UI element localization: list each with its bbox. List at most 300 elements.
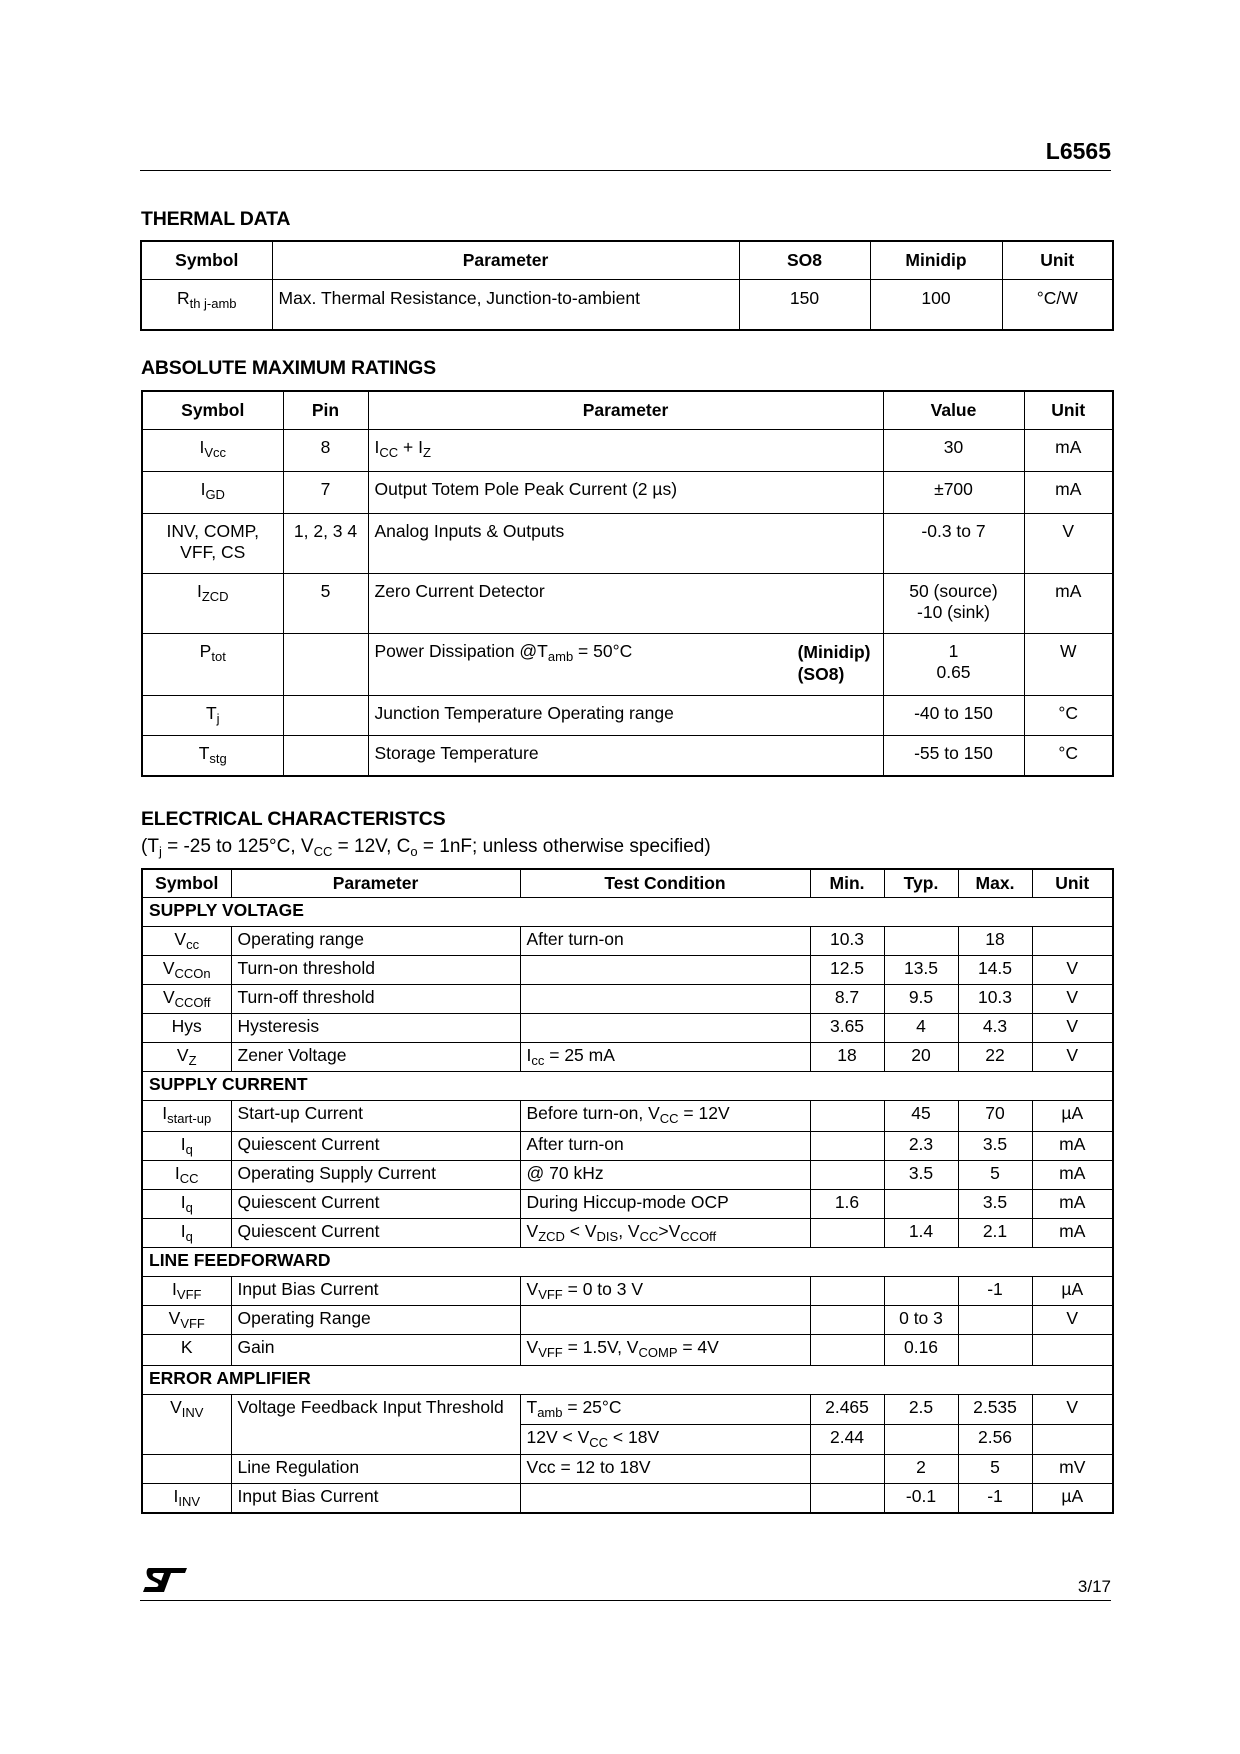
parameter-cell: Junction Temperature Operating range <box>368 696 883 736</box>
parameter-cell <box>368 634 883 696</box>
table-row <box>142 514 1113 574</box>
unit-cell: µA <box>1032 1484 1113 1514</box>
symbol-cell <box>142 1455 231 1484</box>
unit-cell: mA <box>1032 1161 1113 1190</box>
min-cell: 18 <box>810 1043 884 1072</box>
symbol-main: V <box>162 987 175 1007</box>
max-cell: 10.3 <box>958 985 1032 1014</box>
min-cell <box>810 1484 884 1514</box>
unit-cell: mA <box>1024 574 1113 634</box>
symbol-cell <box>142 956 231 985</box>
table-row <box>142 1132 1113 1161</box>
pin-cell <box>283 696 368 736</box>
column-header: Unit <box>1024 391 1113 430</box>
symbol-sub: VFF <box>180 1316 205 1331</box>
package-labels <box>798 641 871 685</box>
condition-cell <box>520 1484 810 1514</box>
typ-cell: 2 <box>884 1455 958 1484</box>
symbol-cell <box>142 736 283 776</box>
cond-text: = 4V <box>677 1337 719 1357</box>
parameter-cell: Input Bias Current <box>231 1277 520 1306</box>
symbol-cell <box>142 696 283 736</box>
group-row <box>142 1248 1113 1277</box>
table-row <box>142 927 1113 956</box>
symbol-cell <box>142 634 283 696</box>
max-cell: 3.5 <box>958 1190 1032 1219</box>
cond-text: = 1nF; unless otherwise specified) <box>417 836 711 857</box>
symbol-main: I <box>180 1192 186 1212</box>
column-header: SO8 <box>739 241 870 280</box>
table-row <box>142 574 1113 634</box>
condition-cell <box>520 985 810 1014</box>
table-row <box>142 430 1113 472</box>
condition-cell: Vcc = 12 to 18V <box>520 1455 810 1484</box>
cond-text: < V <box>564 1221 597 1241</box>
group-row <box>142 898 1113 927</box>
max-cell <box>958 1306 1032 1335</box>
condition-cell: @ 70 kHz <box>520 1161 810 1190</box>
value-cell: -0.3 to 7 <box>883 514 1024 574</box>
column-header: Min. <box>810 869 884 898</box>
table-row <box>141 280 1113 331</box>
symbol-cell <box>142 1190 231 1219</box>
symbol-main: V <box>174 929 187 949</box>
table-row <box>142 1306 1113 1335</box>
cond-sub: cc <box>531 1053 545 1068</box>
min-cell <box>810 1219 884 1248</box>
unit-cell: mA <box>1024 472 1113 514</box>
electrical-characteristics-title: ELECTRICAL CHARACTERISTCS <box>141 808 446 830</box>
cond-sub: o <box>410 844 418 859</box>
symbol-sub: GD <box>205 487 225 502</box>
cond-text: < 18V <box>608 1427 660 1447</box>
column-header: Max. <box>958 869 1032 898</box>
condition-cell <box>520 1335 810 1366</box>
cond-text: = 12V, C <box>332 836 411 857</box>
parameter-cell: Voltage Feedback Input Threshold <box>231 1395 520 1455</box>
symbol-sub: q <box>185 1229 193 1244</box>
column-header: Parameter <box>368 391 883 430</box>
cond-text: >V <box>658 1221 681 1241</box>
symbol-main: V <box>170 1397 182 1417</box>
value-cell: 30 <box>883 430 1024 472</box>
unit-cell: V <box>1032 1014 1113 1043</box>
unit-cell: mA <box>1032 1132 1113 1161</box>
parameter-cell: Gain <box>231 1335 520 1366</box>
symbol-sub: j <box>216 711 220 726</box>
value-cell <box>883 634 1024 696</box>
test-conditions-note <box>141 836 711 858</box>
param-text: Power Dissipation @T <box>374 641 548 661</box>
table-row <box>142 1014 1113 1043</box>
symbol-cell <box>142 430 283 472</box>
unit-cell: µA <box>1032 1101 1113 1132</box>
typ-cell <box>884 1425 958 1455</box>
param-sub: amb <box>547 649 574 664</box>
typ-cell: 0 to 3 <box>884 1306 958 1335</box>
typ-cell: 13.5 <box>884 956 958 985</box>
cond-sub: VFF <box>538 1345 563 1360</box>
cond-sub: CC <box>589 1435 609 1450</box>
condition-cell <box>520 1395 810 1425</box>
symbol-cell <box>142 985 231 1014</box>
unit-cell <box>1032 1425 1113 1455</box>
cond-text: (T <box>141 836 159 857</box>
symbol-cell <box>142 1161 231 1190</box>
min-cell: 12.5 <box>810 956 884 985</box>
pin-cell: 8 <box>283 430 368 472</box>
symbol-cell <box>142 1395 231 1455</box>
cond-sub: j <box>158 844 162 859</box>
column-header: Parameter <box>272 241 739 280</box>
symbol-sub: ZCD <box>201 589 229 604</box>
table-row <box>142 1043 1113 1072</box>
condition-cell: During Hiccup-mode OCP <box>520 1190 810 1219</box>
condition-cell <box>520 1043 810 1072</box>
typ-cell: 4 <box>884 1014 958 1043</box>
unit-cell: mA <box>1032 1219 1113 1248</box>
table-row <box>142 1161 1113 1190</box>
symbol-main: I <box>174 1163 180 1183</box>
unit-cell: V <box>1032 956 1113 985</box>
unit-cell <box>1032 927 1113 956</box>
package-so8: (SO8) <box>797 664 845 684</box>
symbol-sub: CCOn <box>174 966 211 981</box>
typ-cell: -0.1 <box>884 1484 958 1514</box>
condition-cell: After turn-on <box>520 1132 810 1161</box>
table-row <box>142 985 1113 1014</box>
column-header: Unit <box>1002 241 1113 280</box>
max-cell: -1 <box>958 1277 1032 1306</box>
condition-cell <box>520 1277 810 1306</box>
unit-cell: °C/W <box>1002 280 1113 331</box>
symbol-main: V <box>176 1045 189 1065</box>
unit-cell: °C <box>1024 736 1113 776</box>
unit-cell: µA <box>1032 1277 1113 1306</box>
symbol-main: I <box>162 1103 168 1123</box>
parameter-cell: Zener Voltage <box>231 1043 520 1072</box>
symbol-cell <box>142 574 283 634</box>
cond-sub: CC <box>659 1111 679 1126</box>
value-line: -10 (sink) <box>917 602 990 622</box>
parameter-cell: Quiescent Current <box>231 1219 520 1248</box>
footer-rule <box>140 1600 1111 1601</box>
parameter-cell <box>368 430 883 472</box>
table-row <box>142 1335 1113 1366</box>
unit-cell: V <box>1032 985 1113 1014</box>
parameter-cell: Turn-on threshold <box>231 956 520 985</box>
cond-text: = 12V <box>678 1103 730 1123</box>
column-header: Typ. <box>884 869 958 898</box>
value-line: 1 <box>948 641 959 661</box>
thermal-data-title: THERMAL DATA <box>141 208 291 230</box>
min-cell <box>810 1455 884 1484</box>
column-header: Unit <box>1032 869 1113 898</box>
unit-cell: V <box>1032 1043 1113 1072</box>
table-row <box>142 1395 1113 1425</box>
table-row <box>142 472 1113 514</box>
condition-cell <box>520 956 810 985</box>
max-cell: 70 <box>958 1101 1032 1132</box>
cond-sub: DIS <box>596 1229 619 1244</box>
pin-cell <box>283 736 368 776</box>
parameter-cell: Start-up Current <box>231 1101 520 1132</box>
parameter-cell: Operating Supply Current <box>231 1161 520 1190</box>
cond-sub: CC <box>639 1229 659 1244</box>
symbol-sub: INV <box>178 1494 201 1509</box>
max-cell: 2.56 <box>958 1425 1032 1455</box>
condition-cell <box>520 1425 810 1455</box>
min-cell: 10.3 <box>810 927 884 956</box>
min-cell <box>810 1277 884 1306</box>
symbol-main: V <box>162 958 175 978</box>
table-row <box>142 1101 1113 1132</box>
cond-sub: CC <box>313 844 333 859</box>
absolute-max-ratings-table <box>141 390 1114 777</box>
column-header: Test Condition <box>520 869 810 898</box>
electrical-characteristics-table <box>141 868 1114 1514</box>
cond-sub: ZCD <box>538 1229 565 1244</box>
param-text: + I <box>398 437 423 457</box>
symbol-main: I <box>172 1279 177 1299</box>
symbol-cell: K <box>142 1335 231 1366</box>
symbol-main: T <box>198 743 210 763</box>
cond-text: = 1.5V, V <box>562 1337 639 1357</box>
group-label: SUPPLY CURRENT <box>142 1072 1113 1101</box>
table-row <box>142 1277 1113 1306</box>
table-row <box>142 696 1113 736</box>
parameter-cell: Quiescent Current <box>231 1132 520 1161</box>
unit-cell: mA <box>1024 430 1113 472</box>
symbol-sub: VFF <box>176 1287 202 1302</box>
table-header-row <box>142 391 1113 430</box>
cond-text: V <box>526 1221 539 1241</box>
table-header-row <box>141 241 1113 280</box>
cond-sub: VFF <box>538 1287 563 1302</box>
param-text: = 50°C <box>573 641 633 661</box>
pin-cell <box>283 634 368 696</box>
pin-cell: 5 <box>283 574 368 634</box>
unit-cell: V <box>1024 514 1113 574</box>
unit-cell: V <box>1032 1395 1113 1425</box>
symbol-sub: q <box>185 1200 193 1215</box>
unit-cell: mV <box>1032 1455 1113 1484</box>
symbol-cell <box>142 1101 231 1132</box>
symbol-sub: INV <box>181 1405 204 1420</box>
symbol-cell <box>142 472 283 514</box>
unit-cell: W <box>1024 634 1113 696</box>
column-header: Pin <box>283 391 368 430</box>
so8-value: 150 <box>739 280 870 331</box>
value-cell: -55 to 150 <box>883 736 1024 776</box>
st-logo-icon <box>141 1566 189 1594</box>
symbol-main: R <box>176 288 190 308</box>
group-row <box>142 1072 1113 1101</box>
parameter-cell: Turn-off threshold <box>231 985 520 1014</box>
min-cell: 8.7 <box>810 985 884 1014</box>
symbol-main: I <box>173 1486 179 1506</box>
symbol-main: T <box>205 703 217 723</box>
cond-text: = 25°C <box>562 1397 622 1417</box>
column-header: Symbol <box>142 869 231 898</box>
condition-cell <box>520 1101 810 1132</box>
part-number: L6565 <box>1045 138 1111 164</box>
document-header <box>140 138 1111 171</box>
parameter-cell: Zero Current Detector <box>368 574 883 634</box>
parameter-cell: Max. Thermal Resistance, Junction-to-ambient <box>272 280 739 331</box>
typ-cell: 9.5 <box>884 985 958 1014</box>
parameter-cell: Operating range <box>231 927 520 956</box>
symbol-main: I <box>196 581 202 601</box>
min-cell: 2.44 <box>810 1425 884 1455</box>
symbol-sub: CCOff <box>174 995 211 1010</box>
cond-text: I <box>526 1045 532 1065</box>
column-header: Parameter <box>231 869 520 898</box>
symbol-sub: cc <box>186 937 200 952</box>
min-cell <box>810 1132 884 1161</box>
min-cell <box>810 1306 884 1335</box>
param-sub: Z <box>422 445 431 460</box>
cond-text: = 0 to 3 V <box>562 1279 644 1299</box>
cond-text: , V <box>618 1221 640 1241</box>
parameter-cell: Storage Temperature <box>368 736 883 776</box>
typ-cell: 20 <box>884 1043 958 1072</box>
parameter-cell: Line Regulation <box>231 1455 520 1484</box>
symbol-main: I <box>199 437 205 457</box>
symbol-sub: CC <box>179 1171 199 1186</box>
symbol-sub: th j-amb <box>189 296 237 311</box>
cond-text: Before turn-on, V <box>526 1103 660 1123</box>
max-cell: 5 <box>958 1455 1032 1484</box>
symbol-cell <box>142 1043 231 1072</box>
symbol-cell <box>142 1484 231 1514</box>
symbol-main: I <box>180 1221 186 1241</box>
thermal-data-table <box>140 240 1114 331</box>
parameter-cell: Quiescent Current <box>231 1190 520 1219</box>
unit-cell: mA <box>1032 1190 1113 1219</box>
value-line: 50 (source) <box>909 581 998 601</box>
cond-text: V <box>526 1337 539 1357</box>
symbol-sub: q <box>185 1142 193 1157</box>
max-cell: 2.1 <box>958 1219 1032 1248</box>
table-row <box>142 634 1113 696</box>
page-number: 3/17 <box>1077 1577 1111 1596</box>
minidip-value: 100 <box>870 280 1002 331</box>
typ-cell: 2.5 <box>884 1395 958 1425</box>
typ-cell: 2.3 <box>884 1132 958 1161</box>
unit-cell <box>1032 1335 1113 1366</box>
typ-cell: 0.16 <box>884 1335 958 1366</box>
typ-cell: 3.5 <box>884 1161 958 1190</box>
unit-cell: V <box>1032 1306 1113 1335</box>
parameter-cell: Output Totem Pole Peak Current (2 µs) <box>368 472 883 514</box>
symbol-main: P <box>199 641 212 661</box>
typ-cell: 45 <box>884 1101 958 1132</box>
typ-cell <box>884 927 958 956</box>
symbol-main: I <box>200 479 206 499</box>
symbol-sub: Z <box>188 1053 197 1068</box>
symbol-sub: start-up <box>167 1111 212 1126</box>
typ-cell: 1.4 <box>884 1219 958 1248</box>
max-cell: 18 <box>958 927 1032 956</box>
symbol-cell <box>142 1277 231 1306</box>
symbol-cell <box>142 1132 231 1161</box>
absolute-max-ratings-title: ABSOLUTE MAXIMUM RATINGS <box>141 357 436 379</box>
table-header-row <box>142 869 1113 898</box>
max-cell: 5 <box>958 1161 1032 1190</box>
cond-sub: CCOff <box>680 1229 717 1244</box>
symbol-cell: Hys <box>142 1014 231 1043</box>
table-row <box>142 1484 1113 1514</box>
value-cell: -40 to 150 <box>883 696 1024 736</box>
typ-cell <box>884 1190 958 1219</box>
symbol-cell <box>142 1306 231 1335</box>
max-cell: 2.535 <box>958 1395 1032 1425</box>
group-row <box>142 1366 1113 1395</box>
symbol-sub: tot <box>211 649 226 664</box>
table-row <box>142 1219 1113 1248</box>
table-row <box>142 1190 1113 1219</box>
group-label: LINE FEEDFORWARD <box>142 1248 1113 1277</box>
column-header: Value <box>883 391 1024 430</box>
cond-sub: amb <box>537 1405 563 1420</box>
parameter-cell: Hysteresis <box>231 1014 520 1043</box>
symbol-main: V <box>168 1308 181 1328</box>
table-row <box>142 1455 1113 1484</box>
unit-cell: °C <box>1024 696 1113 736</box>
table-row <box>142 736 1113 776</box>
min-cell <box>810 1101 884 1132</box>
condition-cell: After turn-on <box>520 927 810 956</box>
symbol-cell <box>142 927 231 956</box>
min-cell: 2.465 <box>810 1395 884 1425</box>
value-cell: ±700 <box>883 472 1024 514</box>
table-row <box>142 956 1113 985</box>
pin-cell: 1, 2, 3 4 <box>283 514 368 574</box>
param-text: I <box>374 437 380 457</box>
cond-text: V <box>526 1279 539 1299</box>
symbol-cell: INV, COMP, VFF, CS <box>142 514 283 574</box>
parameter-cell: Operating Range <box>231 1306 520 1335</box>
max-cell: 22 <box>958 1043 1032 1072</box>
column-header: Minidip <box>870 241 1002 280</box>
symbol-cell <box>142 1219 231 1248</box>
condition-cell <box>520 1014 810 1043</box>
parameter-cell: Input Bias Current <box>231 1484 520 1514</box>
column-header: Symbol <box>141 241 272 280</box>
cond-text: = 25 mA <box>544 1045 615 1065</box>
parameter-cell: Analog Inputs & Outputs <box>368 514 883 574</box>
max-cell: 4.3 <box>958 1014 1032 1043</box>
condition-cell <box>520 1306 810 1335</box>
min-cell: 1.6 <box>810 1190 884 1219</box>
cond-sub: COMP <box>638 1345 678 1360</box>
max-cell: 3.5 <box>958 1132 1032 1161</box>
value-cell <box>883 574 1024 634</box>
cond-text: = -25 to 125°C, V <box>161 836 314 857</box>
value-line: 0.65 <box>936 662 971 682</box>
package-minidip: (Minidip) <box>797 642 871 662</box>
max-cell: -1 <box>958 1484 1032 1514</box>
cond-text: 12V < V <box>526 1427 590 1447</box>
condition-cell <box>520 1219 810 1248</box>
group-label: SUPPLY VOLTAGE <box>142 898 1113 927</box>
symbol-cell <box>141 280 272 331</box>
group-label: ERROR AMPLIFIER <box>142 1366 1113 1395</box>
max-cell <box>958 1335 1032 1366</box>
column-header: Symbol <box>142 391 283 430</box>
symbol-sub: Vcc <box>204 445 227 460</box>
